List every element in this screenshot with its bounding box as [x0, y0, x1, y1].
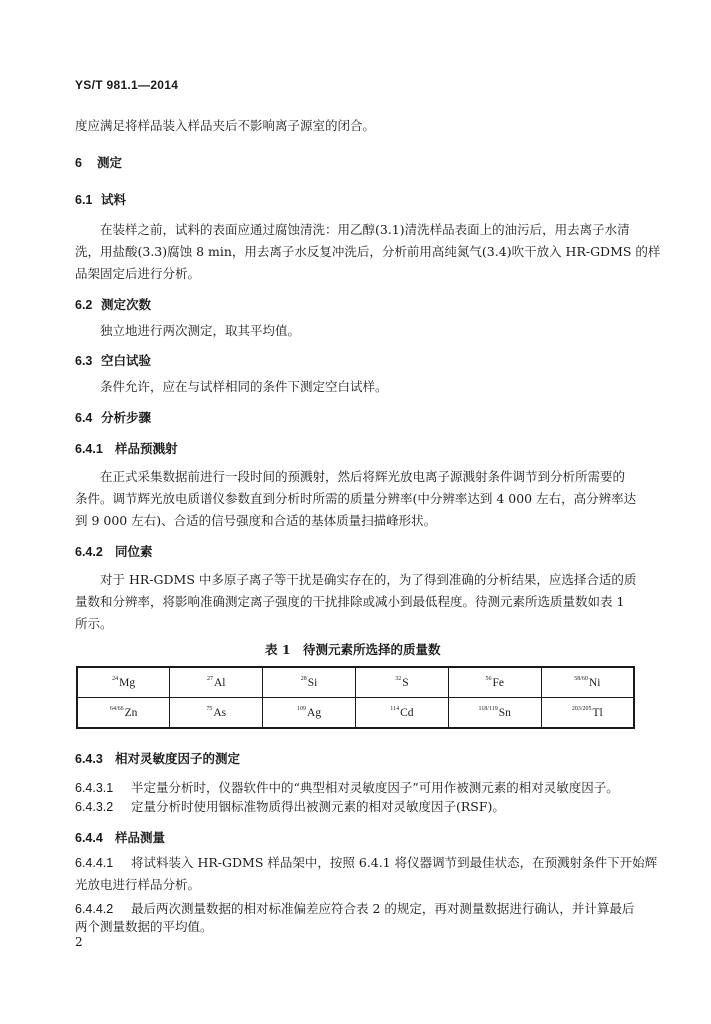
mass-number: 32 — [395, 675, 402, 682]
heading-title: 测定次数 — [101, 297, 152, 312]
heading-6-1 — [75, 190, 126, 208]
table-cell — [448, 667, 541, 698]
mass-number: 118/119 — [478, 705, 498, 712]
mass-number: 114 — [390, 705, 400, 712]
heading-title: 分析步骤 — [101, 410, 152, 425]
table-1-caption: 表 1 待测元素所选择的质量数 — [265, 642, 441, 657]
table-cell — [355, 667, 448, 698]
mass-number: 64/66 — [109, 705, 124, 712]
mass-number: 27 — [206, 675, 213, 682]
table-1 — [76, 666, 635, 729]
element-symbol: Ni — [588, 676, 601, 689]
heading-title: 同位素 — [115, 544, 153, 559]
mass-number: 75 — [206, 705, 213, 712]
heading-6-4-2 — [75, 542, 153, 560]
heading-title: 测定 — [97, 155, 123, 170]
paragraph-6-2: 独立地进行两次测定，取其平均值。 — [100, 323, 301, 338]
element-symbol: S — [402, 676, 409, 689]
heading-6-4 — [75, 408, 151, 426]
mass-number: 203/205 — [571, 705, 592, 712]
mass-number: 109 — [297, 705, 307, 712]
clause-number: 6.4.4.2 — [75, 902, 114, 916]
element-symbol: Si — [307, 676, 318, 689]
clause-number: 6.4.3.1 — [75, 781, 114, 795]
heading-6-3 — [75, 351, 151, 369]
table-row — [77, 667, 634, 698]
element-symbol: Al — [213, 676, 226, 689]
table-row — [77, 698, 634, 729]
heading-number: 6.4.1 — [75, 442, 103, 456]
clause-6-4-3-2 — [75, 796, 505, 818]
element-symbol: Sn — [498, 706, 511, 719]
mass-number: 56 — [485, 675, 492, 682]
clause-text: 最后两次测量数据的相对标准偏差应符合表 2 的规定，再对测量数据进行确认，并计算最后 — [131, 901, 635, 916]
paragraph-6-4-2-line-2: 量数和分辨率，将影响准确测定离子强度的干扰排除或减小到最低程度。待测元素所选质量数如表 1 — [75, 594, 625, 609]
heading-title: 相对灵敏度因子的测定 — [115, 751, 241, 766]
clause-text: 定量分析时使用铟标准物质得出被测元素的相对灵敏度因子(RSF)。 — [131, 799, 505, 814]
table-cell — [541, 698, 634, 729]
clause-number: 6.4.3.2 — [75, 800, 114, 814]
heading-number: 6.1 — [75, 193, 93, 207]
paragraph-6-1-line-2: 洗，用盐酸(3.3)腐蚀 8 min，用去离子水反复冲洗后，分析前用高纯氮气(3.4)吹干放入 HR-GDMS 的样 — [75, 244, 661, 259]
table-cell — [263, 698, 356, 729]
heading-6-2 — [75, 295, 151, 313]
paragraph-6-4-1-line-1: 在正式采集数据前进行一段时间的预溅射，然后将辉光放电离子源溅射条件调节到分析所需要的 — [100, 469, 626, 484]
page-number: 2 — [75, 935, 83, 949]
paragraph-6-3: 条件允许，应在与试样相同的条件下测定空白试样。 — [100, 379, 388, 394]
heading-6-4-4 — [75, 828, 165, 846]
heading-title: 空白试验 — [101, 353, 152, 368]
table-cell — [448, 698, 541, 729]
heading-title: 样品测量 — [115, 830, 166, 845]
clause-text: 半定量分析时，仪器软件中的“典型相对灵敏度因子”可用作被测元素的相对灵敏度因子。 — [131, 780, 619, 795]
heading-6-4-1 — [75, 439, 178, 457]
table-cell — [541, 667, 634, 698]
table-cell — [355, 698, 448, 729]
element-symbol: Ag — [307, 706, 322, 719]
paragraph-6-1-line-3: 品架固定后进行分析。 — [75, 266, 201, 281]
heading-number: 6.4.2 — [75, 545, 103, 559]
heading-number: 6.2 — [75, 298, 93, 312]
heading-number: 6.4.4 — [75, 831, 103, 845]
paragraph-6-4-1-line-3: 到 9 000 左右)、合适的信号强度和合适的基体质量扫描峰形状。 — [75, 513, 437, 528]
clause-6-4-4-2-line-2: 两个测量数据的平均值。 — [75, 919, 213, 934]
heading-number: 6.4 — [75, 411, 93, 425]
element-symbol: Mg — [119, 676, 136, 689]
table-cell — [77, 667, 170, 698]
element-symbol: Fe — [492, 676, 504, 689]
mass-number: 24 — [112, 675, 119, 682]
paragraph-6-4-1-line-2: 条件。调节辉光放电质谱仪参数直到分析时所需的质量分辨率(中分辨率达到 4 000 左右，高分辨率达 — [75, 491, 637, 506]
paragraph-6-1-line-1: 在装样之前，试料的表面应通过腐蚀清洗：用乙醇(3.1)清洗样品表面上的油污后，用去离子水清 — [100, 222, 630, 237]
heading-6 — [75, 153, 122, 171]
clause-6-4-4-1-line-1 — [75, 852, 657, 874]
paragraph-6-4-2-line-1: 对于 HR-GDMS 中多原子离子等干扰是确实存在的，为了得到准确的分析结果，应选择合适的质 — [100, 572, 637, 587]
heading-title: 试料 — [101, 192, 127, 207]
clause-number: 6.4.4.1 — [75, 856, 114, 870]
table-cell — [263, 667, 356, 698]
mass-number: 58/60 — [574, 675, 588, 682]
heading-6-4-3 — [75, 749, 240, 767]
heading-number: 6.3 — [75, 354, 93, 368]
element-symbol: Tl — [592, 706, 603, 719]
heading-number: 6.4.3 — [75, 752, 103, 766]
element-symbol: As — [213, 706, 227, 719]
clause-text: 将试料装入 HR-GDMS 样品架中，按照 6.4.1 将仪器调节到最佳状态，在预溅射条件下开始辉 — [131, 855, 658, 870]
mass-number: 28 — [300, 675, 307, 682]
table-cell — [170, 667, 263, 698]
standard-number: YS/T 981.1—2014 — [75, 78, 179, 92]
element-symbol: Zn — [124, 706, 138, 719]
clause-6-4-4-1-line-2: 光放电进行样品分析。 — [75, 877, 201, 892]
element-symbol: Cd — [400, 706, 414, 719]
paragraph-intro: 度应满足将样品装入样品夹后不影响离子源室的闭合。 — [75, 118, 376, 133]
paragraph-6-4-2-line-3: 所示。 — [75, 616, 113, 631]
heading-number: 6 — [75, 156, 82, 170]
table-cell — [77, 698, 170, 729]
table-cell — [170, 698, 263, 729]
heading-title: 样品预溅射 — [115, 441, 178, 456]
